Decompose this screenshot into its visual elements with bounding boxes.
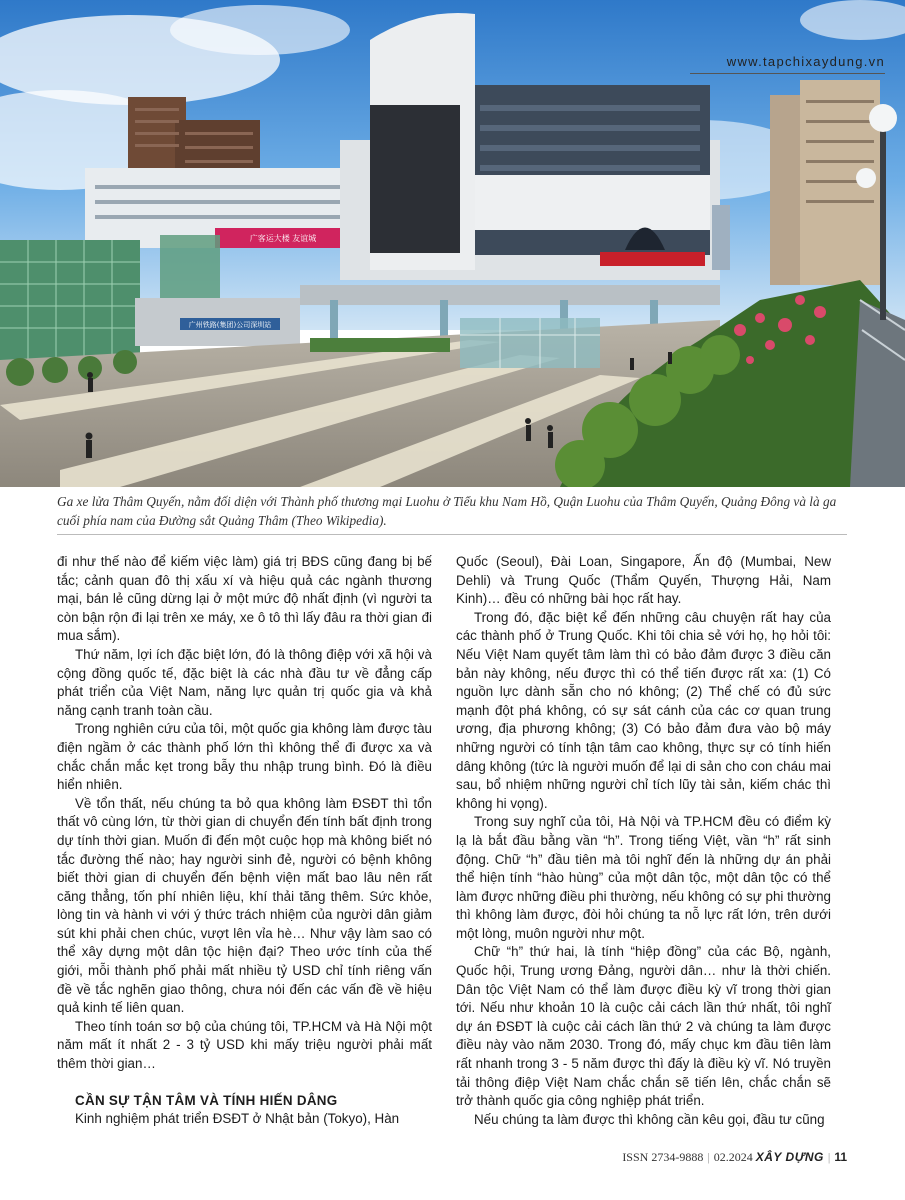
- header-rule: [690, 73, 885, 74]
- paragraph: Thứ năm, lợi ích đặc biệt lớn, đó là thông điệp với xã hội và cộng đồng quốc tế, đặc biệt là các nhà đầu tư về đẳng cấp phát triển của Việt Nam, năng lực quản trị quốc gia và khả năng cạnh tranh toàn cầu.: [57, 646, 432, 718]
- paragraph: Về tổn thất, nếu chúng ta bỏ qua không làm ĐSĐT thì tổn thất vô cùng lớn, từ thời gian di chuyển đến tính bất định trong dự tính thời gian. Muốn đi đến một cuộc họp mà không biết nó tắc đường thế nào; hay người sinh đẻ, người có bệnh không biết thời gian di chuyển đến bệnh viện mất bao lâu nên rất căng thẳng, tốn phí nhiên liệu, khí thải tăng thêm. Sức khỏe, lòng tin và hành vi với ý thức trách nhiệm của người dân giảm sút khi phải chen chúc, vượt lên vỉa hè… Như vậy làm sao có thể xây dựng một dân tộc hiện đại? Theo ước tính của thế giới, mỗi thành phố phải mất nhiều tỷ USD chỉ tính riêng vấn đề về tắc nghẽn giao thông, chưa nói đến các vấn đề về hiệu quả kinh tế liên quan.: [57, 795, 432, 1016]
- caption-divider: [57, 534, 847, 535]
- page-number: 11: [834, 1150, 847, 1164]
- right-column: [456, 553, 831, 1129]
- section-heading: CẦN SỰ TẬN TÂM VÀ TÍNH HIẾN DÂNG: [75, 1092, 338, 1108]
- station-sign-text: 广州铁路(集团)公司深圳站: [188, 321, 272, 329]
- paragraph: Nếu chúng ta làm được thì không cần kêu gọi, đầu tư cũng: [474, 1111, 825, 1127]
- footer-separator: |: [707, 1150, 710, 1164]
- paragraph: Quốc (Seoul), Đài Loan, Singapore, Ấn độ (Mumbai, New Dehli) và Trung Quốc (Thẩm Quyến, Thượng Hải, Nam Kinh)… đều có những bài học rất hay.: [456, 554, 831, 607]
- paragraph: Trong đó, đặc biệt kể đến những câu chuyện rất hay của các thành phố ở Trung Quốc. Khi tôi chia sẻ với họ, họ hỏi tôi: Nếu Việt Nam quyết tâm làm thì có bảo đảm được 3 điều căn bản này không, nếu được thì có thể tiến được rất xa: (1) Có nguồn lực dành sẵn cho nó không; (2) Thể chế có đủ sức mạnh đột phá không, có sự sát cánh của các cơ quan trung ương, địa phương không; (3) Có bảo đảm đưa vào bộ máy những người có tính tận tâm cao không, thực sự có tính hiến dâng không (tức là người muốn để lại di sản cho con cháu mai sau, bổ nhiệm những người chỉ tích lũy tài sản, kiếm chác thì không hi vọng).: [456, 609, 831, 811]
- paragraph: Kinh nghiệm phát triển ĐSĐT ở Nhật bản (Tokyo), Hàn: [75, 1110, 400, 1126]
- paragraph: Trong suy nghĩ của tôi, Hà Nội và TP.HCM đều có điểm kỳ lạ là bắt đầu bằng vần “h”. Trong tiếng Việt, vần “h” rất sinh động. Chữ “h” đầu tiên mà tôi nghĩ đến là những dự án phải thể hiện tính “hào hùng” của một dân tộc, một dân tộc có thể làm được những điều phi thường, nếu không có sự phi thường thì không làm được, đòi hỏi chúng ta nỗ lực rất lớn, trên dưới một lòng, muôn người như một.: [456, 814, 831, 941]
- paragraph: Trong nghiên cứu của tôi, một quốc gia không làm được tàu điện ngầm ở các thành phố lớn thì không thể đi được xa và chắc chắn mắc kẹt trong bẫy thu nhập trung bình. Đó là điều hiển nhiên.: [57, 721, 432, 793]
- site-url: www.tapchixaydung.vn: [726, 54, 885, 69]
- magazine-logo: XÂY DỰNG: [755, 1150, 824, 1164]
- page-footer: [622, 1150, 847, 1165]
- left-column: [57, 553, 432, 1128]
- issue-date: 02.2024: [713, 1150, 753, 1164]
- issn: ISSN 2734-9888: [622, 1150, 704, 1164]
- paragraph: Theo tính toán sơ bộ của chúng tôi, TP.HCM và Hà Nội một năm mất ít nhất 2 - 3 tỷ USD khi mấy triệu người phải mất thêm thời gian…: [57, 1018, 432, 1072]
- photo-caption: Ga xe lửa Thâm Quyến, nằm đối diện với Thành phố thương mại Luohu ở Tiểu khu Nam Hồ, Quận Luohu của Thâm Quyến, Quảng Đông và là ga cuối phía nam của Đường sắt Quảng Thâm (Theo Wikipedia).: [57, 494, 837, 528]
- paragraph: đi như thế nào để kiếm việc làm) giá trị BĐS cũng đang bị bế tắc; cảnh quan đô thị xấu xí và hiệu quả các ngành thương mại, bán lẻ cũng dừng lại ở một mức độ nhất định (vì người ta còn bận rộn đi lại trên xe máy, xe ô tô thì lấy đâu ra thời gian đi mua sắm).: [57, 554, 432, 644]
- banner-text: 广客运大楼 友谊城: [249, 234, 317, 243]
- paragraph: Chữ “h” thứ hai, là tính “hiệp đồng” của các Bộ, ngành, Quốc hội, Trung ương Đảng, người dân… như là thời chiến. Dân tộc Việt Nam có thể làm được điều kỳ vĩ trong thời gian tới. Nếu như khoản 10 là cuộc cải cách lần thứ nhất, tôi nghĩ dự án ĐSĐT là cuộc cải cách lần thứ 2 và chúng ta làm được điều này vào năm 2030. Trong đó, mấy chục km đầu tiên làm rất nhanh trong 3 - 5 năm được thì đấy là điều kỳ vĩ. Nó truyền tải thông điệp Việt Nam chắc chắn sẽ tiến lên, chắc chắn sẽ trở thành quốc gia công nghiệp phát triển.: [456, 944, 831, 1109]
- footer-separator: |: [827, 1150, 831, 1164]
